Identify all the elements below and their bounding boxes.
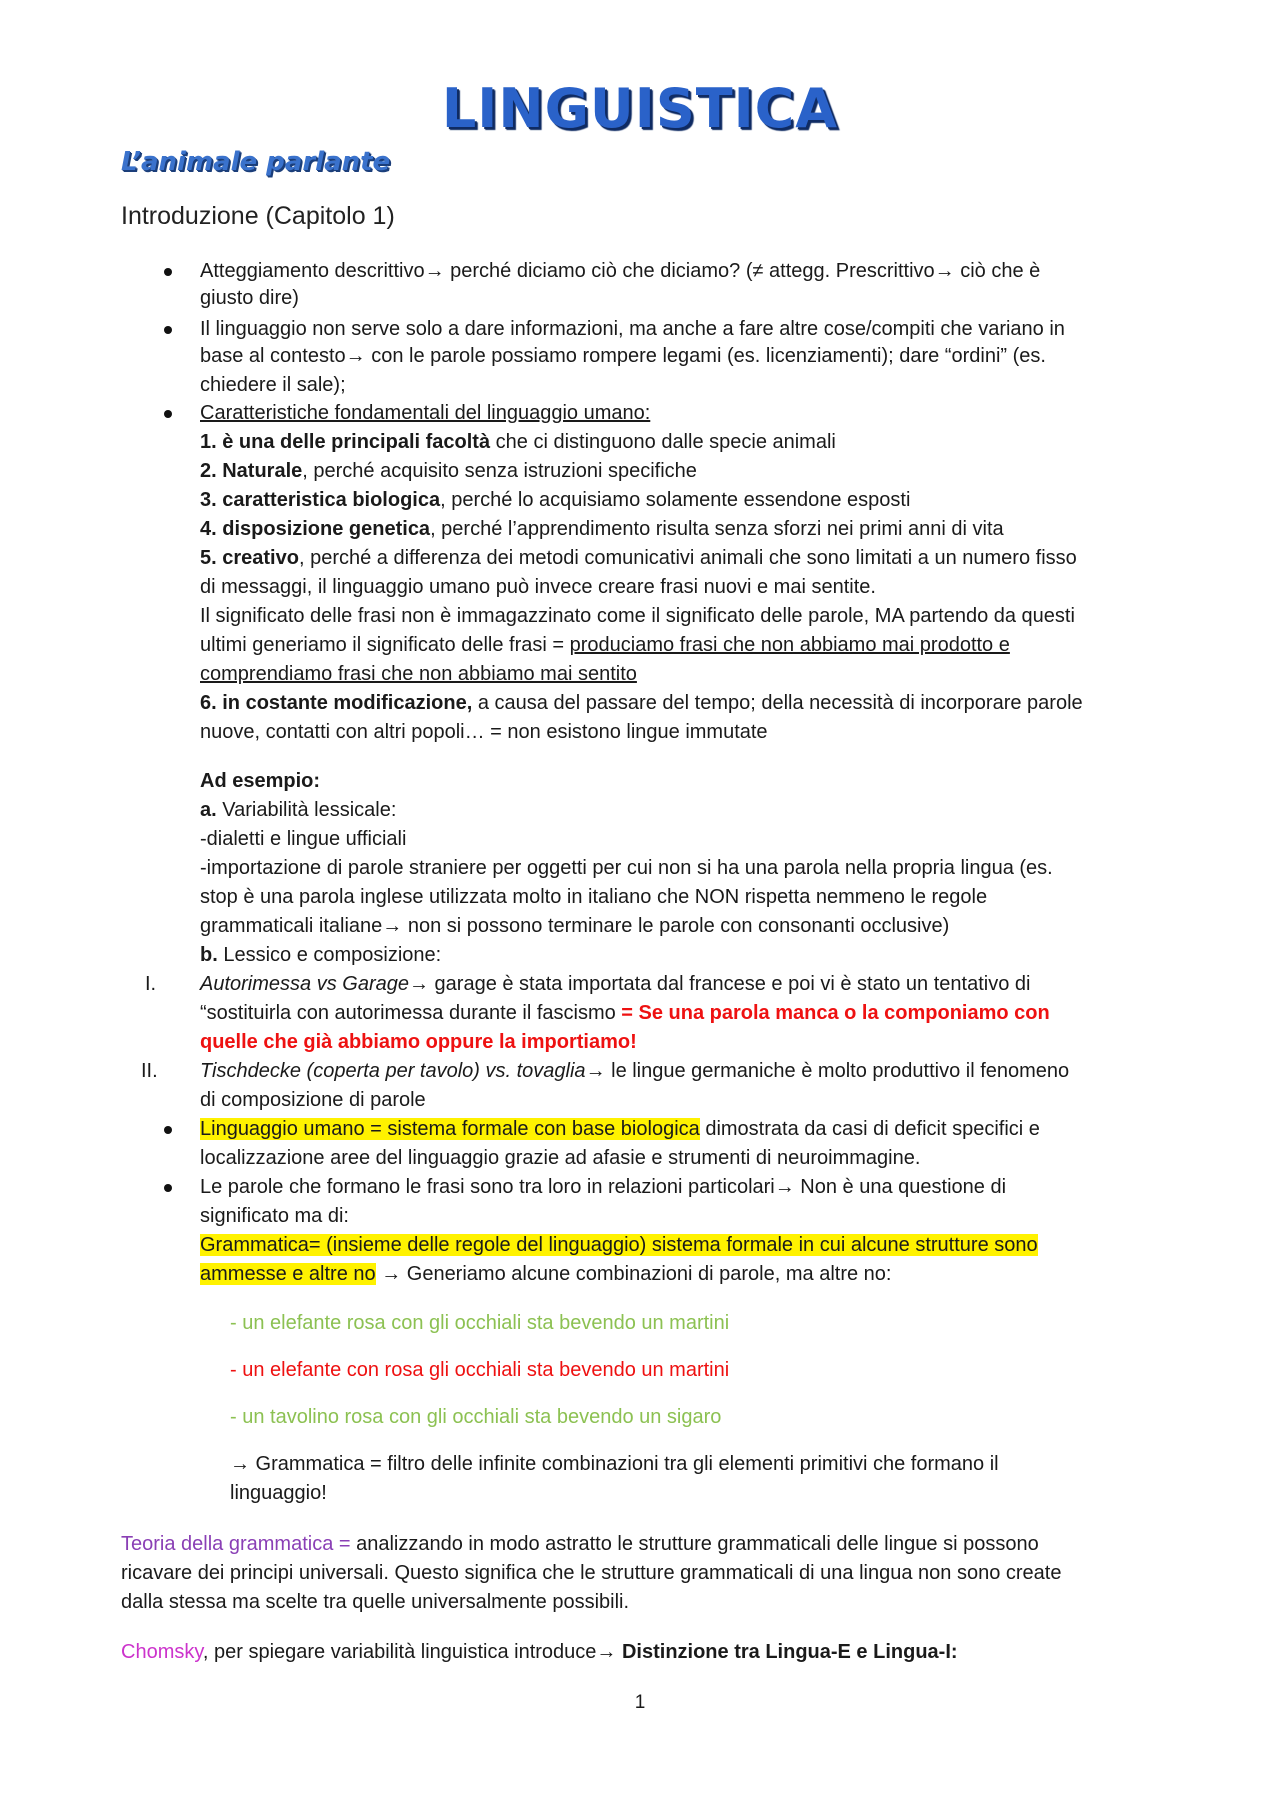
arrow-icon: → xyxy=(596,1641,617,1663)
characteristic-1: 1. è una delle principali facoltà che ci distinguono dalle specie animali xyxy=(200,431,836,453)
characteristic-5-line-2: di messaggi, il linguaggio umano può invece creare frasi nuovi e mai sentite. xyxy=(200,576,876,598)
grammar-filter-line-2: linguaggio! xyxy=(230,1482,327,1504)
theory-paragraph-line-2: ricavare dei principi universali. Questo significa che le strutture grammaticali di una lingua non sono create xyxy=(121,1562,1062,1584)
characteristic-6: 6. in costante modificazione, a causa del passare del tempo; della necessità di incorporare parole xyxy=(200,692,1083,714)
example-b-ii-line-2: di composizione di parole xyxy=(200,1089,426,1111)
arrow-icon: → xyxy=(774,1176,795,1198)
characteristic-5: 5. creativo, perché a differenza dei metodi comunicativi animali che sono limitati a un numero fisso xyxy=(200,547,1077,569)
theory-paragraph-line-3: dalla stessa ma scelte tra quelle universalmente possibili. xyxy=(121,1591,630,1613)
arrow-icon: → xyxy=(408,973,429,995)
example-a-1: -dialetti e lingue ufficiali xyxy=(200,828,407,850)
characteristic-6-line-2: nuove, contatti con altri popoli… = non esistono lingue immutate xyxy=(200,721,768,743)
bullet-2-line-1: Il linguaggio non serve solo a dare informazioni, ma anche a fare altre cose/compiti che variano in xyxy=(200,318,1065,340)
roman-numeral: II. xyxy=(141,1060,158,1082)
bullet-dot xyxy=(163,1118,175,1130)
grammar-definition: Grammatica= (insieme delle regole del linguaggio) sistema formale in cui alcune strutture sono xyxy=(200,1234,1038,1256)
characteristic-4: 4. disposizione genetica, perché l’apprendimento risulta senza sforzi nei primi anni di vita xyxy=(200,518,1004,540)
example-a-4: grammaticali italiane→ non si possono terminare le parole con consonanti occlusive) xyxy=(200,915,950,937)
bullet-2-line-3: chiedere il sale); xyxy=(200,374,346,396)
characteristic-5-line-3: Il significato delle frasi non è immagazzinato come il significato delle parole, MA partendo da questi xyxy=(200,605,1075,627)
bullet-2-line-2: base al contesto→ con le parole possiamo rompere legami (es. licenziamenti); dare “ordini” (es. xyxy=(200,345,1046,367)
characteristic-3: 3. caratteristica biologica, perché lo acquisiamo solamente essendone esposti xyxy=(200,489,911,511)
bullet-1-line-2: giusto dire) xyxy=(200,287,299,309)
roman-numeral: I. xyxy=(145,973,157,995)
bullet-1-line-1: Atteggiamento descrittivo→ perché diciamo ciò che diciamo? (≠ attegg. Prescrittivo→ ciò che è xyxy=(200,260,1041,282)
example-heading: Ad esempio: xyxy=(200,770,321,792)
grammar-filter-line-1: → Grammatica = filtro delle infinite combinazioni tra gli elementi primitivi che formano il xyxy=(230,1453,999,1475)
bullet-dot xyxy=(163,318,175,330)
document-subtitle: L’animale parlante xyxy=(121,147,391,177)
example-a-3: stop è una parola inglese utilizzata molto in italiano che NON rispetta nemmeno le regole xyxy=(200,886,988,908)
bullet-dot xyxy=(163,402,175,414)
bullet-4-line-1: Linguaggio umano = sistema formale con base biologica dimostrata da casi di deficit specifici e xyxy=(200,1118,1040,1140)
ungrammatical-example: - un elefante con rosa gli occhiali sta bevendo un martini xyxy=(230,1359,730,1381)
grammar-definition-line-2: ammesse e altre no → Generiamo alcune combinazioni di parole, ma altre no: xyxy=(200,1263,892,1285)
arrow-icon: → xyxy=(934,260,955,282)
arrow-icon: → xyxy=(381,1263,402,1285)
characteristics-heading: Caratteristiche fondamentali del linguaggio umano: xyxy=(200,402,651,424)
grammatical-example: - un elefante rosa con gli occhiali sta bevendo un martini xyxy=(230,1312,730,1334)
chomsky-line: Chomsky, per spiegare variabilità linguistica introduce→ Distinzione tra Lingua-E e Lingua-I: xyxy=(121,1641,958,1663)
arrow-icon: → xyxy=(230,1453,250,1475)
example-a-2: -importazione di parole straniere per oggetti per cui non si ha una parola nella propria lingua (es. xyxy=(200,857,1053,879)
characteristic-5-line-5: comprendiamo frasi che non abbiamo mai sentito xyxy=(200,663,637,685)
arrow-icon: → xyxy=(382,915,403,937)
bullet-dot xyxy=(163,1176,175,1188)
grammatical-example: - un tavolino rosa con gli occhiali sta bevendo un sigaro xyxy=(230,1406,722,1428)
example-b: b. Lessico e composizione: xyxy=(200,944,442,966)
document-title: LINGUISTICA xyxy=(441,77,839,140)
bullet-4-line-2: localizzazione aree del linguaggio grazie ad afasie e strumenti di neuroimmagine. xyxy=(200,1147,921,1169)
example-b-ii: Tischdecke (coperta per tavolo) vs. tovaglia→ le lingue germaniche è molto produttivo il fenomeno xyxy=(200,1060,1070,1082)
bullet-5-line-2: significato ma di: xyxy=(200,1205,349,1227)
characteristic-5-line-4: ultimi generiamo il significato delle frasi = produciamo frasi che non abbiamo mai prodotto e xyxy=(200,634,1010,656)
example-b-i-line-2: “sostituirla con autorimessa durante il fascismo = Se una parola manca o la componiamo con xyxy=(200,1002,1050,1024)
bullet-5-line-1: Le parole che formano le frasi sono tra loro in relazioni particolari→ Non è una questione di xyxy=(200,1176,1007,1198)
example-b-i: Autorimessa vs Garage→ garage è stata importata dal francese e poi vi è stato un tentativo di xyxy=(200,973,1031,995)
theory-paragraph-line-1: Teoria della grammatica = analizzando in modo astratto le strutture grammaticali delle lingue si possono xyxy=(121,1533,1039,1555)
example-b-i-line-3: quelle che già abbiamo oppure la importiamo! xyxy=(200,1031,637,1053)
example-a: a. Variabilità lessicale: xyxy=(200,799,397,821)
arrow-icon: → xyxy=(585,1060,606,1082)
characteristic-2: 2. Naturale, perché acquisito senza istruzioni specifiche xyxy=(200,460,697,482)
section-heading: Introduzione (Capitolo 1) xyxy=(121,202,395,230)
arrow-icon: → xyxy=(345,345,366,367)
page-number: 1 xyxy=(634,1692,646,1713)
arrow-icon: → xyxy=(424,260,445,282)
bullet-dot xyxy=(163,260,175,272)
